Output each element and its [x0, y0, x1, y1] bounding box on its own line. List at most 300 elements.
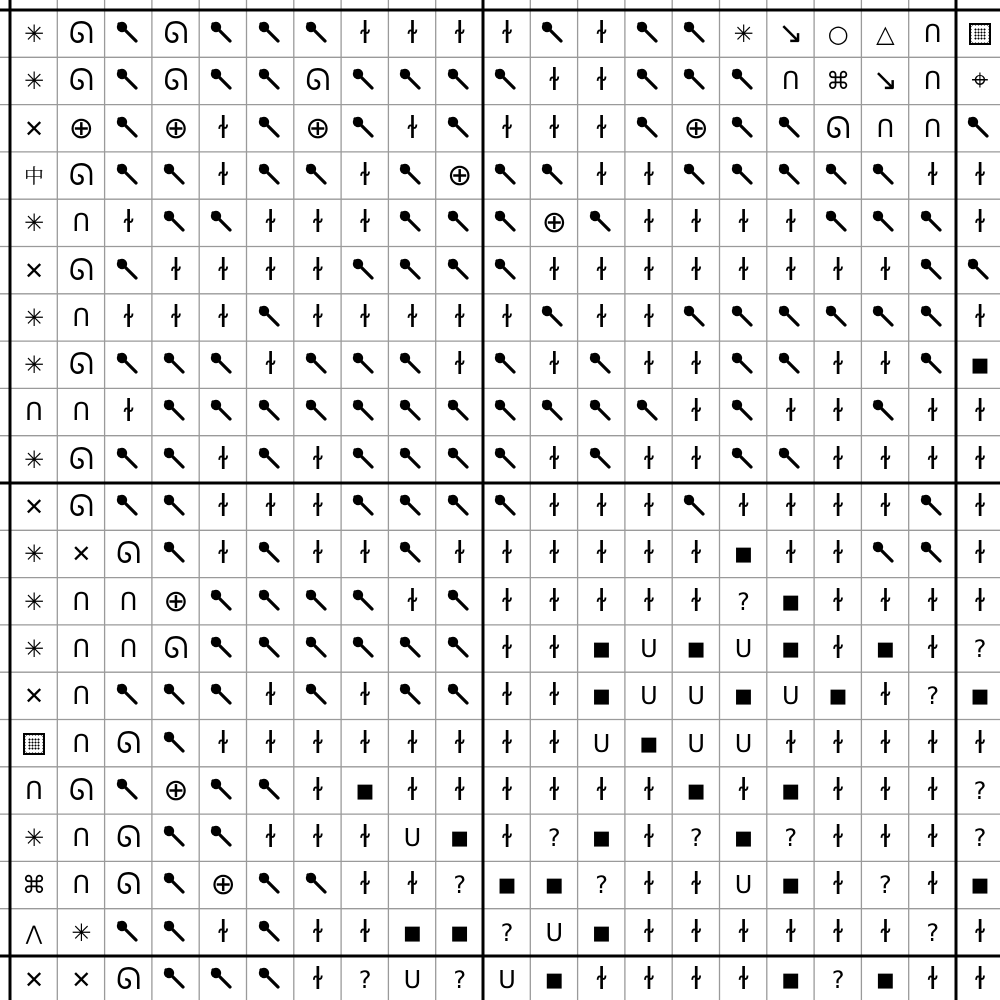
symbol-cell: ✳: [23, 587, 45, 616]
symbol-cell: ɫ: [879, 820, 892, 856]
symbol-pin-icon: [436, 625, 483, 672]
symbol-cell: ᑎ: [72, 729, 91, 758]
symbol-cell: ⊕: [163, 110, 189, 146]
symbol-cell: ɫ: [642, 820, 655, 856]
symbol-pin-icon: [815, 200, 862, 247]
symbol-cell: ɫ: [359, 16, 372, 51]
symbol-cell: ✳: [23, 20, 45, 48]
symbol-cell: ɫ: [501, 536, 513, 572]
symbol-cell: ɫ: [217, 441, 230, 477]
symbol-cell: ɫ: [737, 914, 750, 950]
symbol-pin-icon: [152, 531, 199, 578]
symbol-pin-icon: [436, 389, 483, 436]
symbol-cell: ɫ: [737, 962, 750, 997]
symbol-cell: ɫ: [642, 347, 655, 383]
symbol-cell: ɫ: [642, 583, 655, 619]
symbol-cell: ɫ: [548, 347, 561, 383]
symbol-cell: ?: [358, 966, 372, 994]
symbol-cell: ɫ: [926, 772, 939, 808]
symbol-cell: ɫ: [264, 489, 277, 524]
symbol-cell: ɫ: [879, 252, 892, 288]
symbol-cell: ɫ: [359, 867, 372, 903]
symbol-cell: ᑌ: [545, 918, 564, 947]
symbol-cell: ᑌ: [687, 682, 705, 711]
symbol-pin-icon: [294, 152, 341, 199]
symbol-cell: ɫ: [311, 725, 324, 761]
symbol-cell: ɫ: [264, 347, 277, 383]
symbol-cell: ɫ: [832, 394, 845, 430]
symbol-cell: ᑎ: [72, 634, 91, 663]
symbol-hatched-square-icon: [11, 720, 58, 767]
symbol-pin-icon: [484, 436, 531, 483]
symbol-cell: ɫ: [359, 536, 372, 572]
symbol-cell: ᑌ: [640, 682, 658, 711]
symbol-cell: ɫ: [926, 394, 939, 430]
symbol-pin-icon: [484, 247, 531, 294]
symbol-cell: ▪: [544, 867, 565, 903]
symbol-cell: 中: [24, 163, 44, 188]
symbol-cell: ⊕: [683, 110, 709, 146]
symbol-pin-icon: [909, 294, 956, 341]
symbol-cell: ?: [453, 871, 467, 900]
symbol-cell: ɫ: [406, 299, 419, 335]
symbol-cell: ɫ: [974, 914, 986, 950]
symbol-cell: ᘏ: [68, 63, 94, 99]
symbol-pin-icon: [105, 909, 152, 956]
symbol-cell: ✳: [23, 824, 45, 853]
symbol-cell: ɫ: [737, 489, 750, 524]
symbol-pin-icon: [767, 152, 814, 199]
symbol-cell: ⊕: [305, 110, 331, 146]
symbol-cell: ɫ: [122, 299, 135, 335]
symbol-cell: ɫ: [642, 772, 655, 808]
symbol-cell: ᘏ: [68, 489, 94, 524]
symbol-cell: ▪: [780, 583, 801, 619]
symbol-cell: ɫ: [737, 252, 750, 288]
symbol-cell: ᘏ: [116, 867, 142, 903]
symbol-cell: ?: [737, 587, 750, 616]
symbol-pin-icon: [484, 342, 531, 389]
symbol-pin-icon: [200, 578, 247, 625]
symbol-cell: ᘏ: [68, 16, 94, 51]
symbol-pin-icon: [625, 58, 672, 105]
symbol-cell: ɫ: [879, 583, 892, 619]
symbol-pin-icon: [152, 152, 199, 199]
symbol-cell: ɫ: [359, 157, 372, 193]
symbol-cell: ɫ: [548, 252, 561, 288]
symbol-cell: ɫ: [879, 725, 892, 761]
symbol-pin-icon: [152, 673, 199, 720]
symbol-cell: ɫ: [974, 536, 986, 572]
symbol-pin-icon: [294, 389, 341, 436]
symbol-cell: ⌖: [971, 63, 989, 99]
symbol-cell: ᘏ: [116, 962, 142, 997]
symbol-cell: ✳: [733, 20, 754, 48]
symbol-cell: ɫ: [690, 252, 703, 288]
symbol-cell: ᘏ: [163, 630, 189, 666]
symbol-pin-icon: [625, 105, 672, 152]
symbol-cell: ɫ: [217, 489, 230, 524]
symbol-cell: ɫ: [784, 394, 797, 430]
symbol-pin-icon: [389, 152, 436, 199]
symbol-pin-icon: [152, 720, 199, 767]
symbol-pin-icon: [247, 11, 294, 58]
symbol-cell: ᘏ: [68, 347, 94, 383]
symbol-pin-icon: [200, 200, 247, 247]
symbol-pin-icon: [436, 247, 483, 294]
symbol-pin-icon: [389, 531, 436, 578]
symbol-pin-icon: [389, 58, 436, 105]
symbol-cell: ✕: [71, 540, 92, 569]
symbol-pin-icon: [152, 200, 199, 247]
symbol-pin-icon: [247, 531, 294, 578]
symbol-pin-icon: [436, 436, 483, 483]
symbol-pin-icon: [200, 625, 247, 672]
symbol-pin-icon: [152, 957, 199, 1000]
symbol-cell: ɫ: [974, 489, 986, 524]
symbol-pin-icon: [152, 389, 199, 436]
symbol-cell: ▪: [780, 772, 801, 808]
symbol-cell: ɫ: [501, 725, 513, 761]
symbol-pin-icon: [342, 58, 389, 105]
symbol-cell: ɫ: [832, 725, 845, 761]
symbol-pin-icon: [673, 484, 720, 531]
symbol-cell: ɫ: [926, 441, 939, 477]
symbol-cell: ᘏ: [68, 252, 94, 288]
symbol-cell: ɫ: [406, 772, 419, 808]
symbol-cell: ✕: [23, 966, 45, 994]
symbol-cell: ɫ: [311, 489, 324, 524]
symbol-pin-icon: [436, 105, 483, 152]
symbol-pin-icon: [200, 767, 247, 814]
symbol-pin-icon: [389, 342, 436, 389]
symbol-pin-icon: [720, 436, 767, 483]
symbol-cell: ᑌ: [403, 966, 422, 994]
symbol-pin-icon: [436, 578, 483, 625]
symbol-cell: ɫ: [595, 489, 608, 524]
symbol-pin-icon: [389, 389, 436, 436]
symbol-pin-icon: [247, 436, 294, 483]
symbol-pin-icon: [247, 909, 294, 956]
symbol-pin-icon: [105, 342, 152, 389]
symbol-cell: ɫ: [406, 16, 419, 51]
symbol-pin-icon: [909, 200, 956, 247]
symbol-cell: ▪: [733, 820, 754, 856]
symbol-pin-icon: [200, 389, 247, 436]
symbol-pin-icon: [105, 58, 152, 105]
symbol-cell: ɫ: [642, 489, 655, 524]
symbol-pin-icon: [767, 436, 814, 483]
symbol-pin-icon: [673, 58, 720, 105]
symbol-cell: ▪: [827, 678, 849, 714]
symbol-pin-icon: [531, 11, 578, 58]
symbol-cell: ɫ: [784, 205, 797, 241]
symbol-pin-icon: [152, 342, 199, 389]
symbol-cell: ɫ: [642, 157, 655, 193]
symbol-pin-icon: [436, 58, 483, 105]
symbol-cell: ✕: [23, 114, 45, 143]
symbol-cell: ▪: [591, 630, 612, 666]
symbol-pin-icon: [247, 58, 294, 105]
symbol-cell: ✳: [23, 67, 45, 96]
symbol-pin-icon: [105, 105, 152, 152]
symbol-cell: ɫ: [690, 205, 703, 241]
symbol-cell: ⊕: [541, 205, 567, 241]
symbol-cell: ɫ: [926, 157, 939, 193]
symbol-cell: ?: [500, 918, 514, 947]
symbol-pin-icon: [909, 531, 956, 578]
symbol-cell: ✳: [23, 209, 45, 238]
symbol-cell: ?: [595, 871, 608, 900]
symbol-cell: ɫ: [974, 157, 986, 193]
symbol-pin-icon: [200, 342, 247, 389]
symbol-cell: ɫ: [548, 678, 561, 714]
symbol-pin-icon: [909, 342, 956, 389]
symbol-pin-icon: [294, 862, 341, 909]
symbol-pin-icon: [862, 531, 909, 578]
symbol-cell: ɫ: [595, 252, 608, 288]
symbol-cell: ɫ: [832, 583, 845, 619]
symbol-cell: ɫ: [169, 299, 182, 335]
symbol-pin-icon: [862, 389, 909, 436]
symbol-cell: ▪: [638, 725, 660, 761]
symbol-cell: ɫ: [784, 489, 797, 524]
symbol-pin-icon: [673, 11, 720, 58]
symbol-cell: ᑌ: [498, 966, 516, 994]
symbol-cell: ɫ: [501, 678, 513, 714]
symbol-pin-icon: [152, 862, 199, 909]
symbol-cell: ɫ: [311, 252, 324, 288]
symbol-cell: ɫ: [926, 583, 939, 619]
symbol-cell: ✳: [23, 540, 45, 569]
symbol-cell: ?: [973, 776, 987, 805]
symbol-cell: ɫ: [832, 914, 845, 950]
symbol-cell: ɫ: [595, 110, 608, 146]
symbol-cell: ɫ: [359, 205, 372, 241]
symbol-cell: ?: [879, 871, 892, 900]
symbol-pin-icon: [484, 200, 531, 247]
symbol-pin-icon: [342, 625, 389, 672]
symbol-pin-icon: [342, 436, 389, 483]
symbol-cell: ᑎ: [25, 398, 43, 427]
symbol-pin-icon: [578, 200, 625, 247]
symbol-cell: ᑌ: [734, 871, 753, 900]
symbol-cell: ɫ: [974, 583, 986, 619]
symbol-cell: ᑎ: [72, 824, 91, 853]
symbol-pin-icon: [105, 436, 152, 483]
symbol-cell: ▪: [496, 867, 518, 903]
symbol-cell: ɫ: [548, 536, 561, 572]
symbol-cell: ?: [973, 824, 987, 853]
symbol-cell: ɫ: [548, 630, 561, 666]
symbol-pin-icon: [389, 673, 436, 720]
symbol-cell: ɫ: [217, 725, 230, 761]
symbol-cell: ɫ: [832, 772, 845, 808]
symbol-cell: ɫ: [453, 299, 466, 335]
symbol-cell: ᑎ: [72, 209, 91, 238]
symbol-cell: ɫ: [926, 962, 939, 997]
symbol-pin-icon: [767, 105, 814, 152]
symbol-cell: ɫ: [217, 252, 230, 288]
symbol-pin-icon: [200, 11, 247, 58]
symbol-pin-icon: [342, 578, 389, 625]
symbol-cell: ᑎ: [782, 67, 800, 96]
symbol-pin-icon: [720, 389, 767, 436]
symbol-pin-icon: [105, 767, 152, 814]
symbol-pin-icon: [200, 957, 247, 1000]
symbol-cell: ▪: [875, 630, 896, 666]
symbol-cell: ɫ: [642, 962, 655, 997]
symbol-cell: ɫ: [264, 725, 277, 761]
symbol-cell: ɫ: [169, 252, 182, 288]
symbol-cell: ɫ: [595, 536, 608, 572]
symbol-cell: ɫ: [690, 394, 703, 430]
symbol-pin-icon: [720, 342, 767, 389]
symbol-hatched-square-icon: [957, 11, 1000, 58]
symbol-cell: ɫ: [311, 441, 324, 477]
symbol-pin-icon: [578, 389, 625, 436]
symbol-cell: ɫ: [974, 962, 986, 997]
symbol-cell: ᑎ: [119, 634, 138, 663]
symbol-pin-icon: [531, 389, 578, 436]
symbol-cell: ɫ: [642, 252, 655, 288]
symbol-cell: ɫ: [217, 536, 230, 572]
symbol-cell: ɫ: [311, 536, 324, 572]
symbol-cell: ɫ: [311, 962, 324, 997]
symbol-cell: ɫ: [595, 299, 608, 335]
symbol-cell: ᑎ: [876, 114, 895, 143]
symbol-cell: ⊕: [447, 157, 473, 193]
symbol-cell: ?: [453, 966, 467, 994]
symbol-cell: ✕: [23, 682, 45, 711]
symbol-cell: ⊕: [68, 110, 94, 146]
symbol-pin-icon: [105, 11, 152, 58]
symbol-pin-icon: [342, 105, 389, 152]
symbol-pin-icon: [484, 152, 531, 199]
symbol-pin-icon: [342, 484, 389, 531]
symbol-cell: ▪: [780, 962, 801, 997]
symbol-cell: ɫ: [926, 820, 939, 856]
symbol-cell: ɫ: [832, 820, 845, 856]
symbol-cell: ɫ: [784, 725, 797, 761]
symbol-pin-icon: [105, 247, 152, 294]
symbol-pin-icon: [720, 152, 767, 199]
symbol-cell: ɫ: [501, 820, 513, 856]
symbol-cell: ɫ: [879, 678, 892, 714]
symbol-cell: ᑎ: [72, 398, 91, 427]
symbol-pin-icon: [531, 294, 578, 341]
symbol-pin-icon: [625, 389, 672, 436]
symbol-pin-icon: [531, 152, 578, 199]
symbol-cell: ɫ: [548, 441, 561, 477]
symbol-cell: ✕: [71, 966, 92, 994]
symbol-pin-icon: [247, 294, 294, 341]
symbol-cell: ɫ: [832, 347, 845, 383]
symbol-cell: ɫ: [832, 441, 845, 477]
symbol-cell: ▪: [733, 536, 754, 572]
symbol-cell: ɫ: [264, 820, 277, 856]
symbol-cell: ✳: [23, 351, 45, 380]
symbol-pin-icon: [720, 58, 767, 105]
symbol-cell: ɫ: [879, 441, 892, 477]
symbol-pin-icon: [436, 200, 483, 247]
symbol-cell: ɫ: [974, 205, 986, 241]
symbol-cell: ɫ: [406, 867, 419, 903]
symbol-cell: ɫ: [311, 914, 324, 950]
symbol-cell: ɫ: [406, 110, 419, 146]
symbol-cell: ɫ: [974, 394, 986, 430]
symbol-pin-icon: [247, 767, 294, 814]
symbol-cell: ✳: [23, 634, 45, 663]
symbol-cell: ɫ: [642, 205, 655, 241]
symbol-cell: ᑎ: [923, 114, 942, 143]
symbol-pin-icon: [152, 484, 199, 531]
symbol-cell: ɫ: [359, 725, 372, 761]
symbol-cell: ▪: [969, 347, 991, 383]
symbol-cell: ɫ: [548, 583, 561, 619]
symbol-cell: ɫ: [595, 772, 608, 808]
symbol-cell: ɫ: [217, 157, 230, 193]
symbol-cell: ɫ: [453, 347, 466, 383]
symbol-cell: ▪: [969, 678, 991, 714]
symbol-cell: ɫ: [122, 205, 135, 241]
symbol-cell: ✳: [23, 303, 45, 332]
symbol-cell: ɫ: [832, 252, 845, 288]
symbol-pin-icon: [105, 673, 152, 720]
symbol-cell: ɫ: [784, 914, 797, 950]
symbol-pin-icon: [862, 294, 909, 341]
symbol-cell: ɫ: [217, 914, 230, 950]
symbol-cell: ᘏ: [116, 725, 142, 761]
symbol-cell: ▪: [544, 962, 565, 997]
symbol-pin-icon: [294, 625, 341, 672]
symbol-pin-icon: [294, 11, 341, 58]
symbol-cell: ✕: [23, 256, 45, 285]
symbol-cell: ↘: [872, 63, 898, 99]
symbol-pin-icon: [342, 247, 389, 294]
symbol-cell: ɫ: [501, 16, 513, 51]
symbol-cell: ᑎ: [25, 776, 43, 805]
symbol-cell: ɫ: [642, 299, 655, 335]
symbol-cell: ᑎ: [72, 682, 91, 711]
symbol-cell: ▪: [449, 914, 470, 950]
symbol-cell: ɫ: [879, 489, 892, 524]
symbol-pin-icon: [673, 152, 720, 199]
symbol-cell: ▪: [686, 772, 707, 808]
symbol-cell: ▪: [402, 914, 423, 950]
symbol-cell: ɫ: [832, 536, 845, 572]
symbol-cell: ɫ: [453, 16, 466, 51]
symbol-cell: ᑌ: [592, 729, 611, 758]
symbol-cell: ᑎ: [72, 587, 91, 616]
symbol-cell: ɫ: [642, 914, 655, 950]
symbol-cell: ᑎ: [119, 587, 138, 616]
symbol-pin-icon: [720, 294, 767, 341]
symbol-cell: ▪: [591, 914, 612, 950]
symbol-cell: ɫ: [690, 441, 703, 477]
symbol-cell: ɫ: [832, 867, 845, 903]
symbol-cell: ɫ: [217, 299, 230, 335]
symbol-pin-icon: [578, 342, 625, 389]
symbol-cell: ⊕: [163, 583, 189, 619]
symbol-pin-icon: [200, 673, 247, 720]
symbol-pin-icon: [436, 673, 483, 720]
symbol-cell: ⋀: [25, 920, 43, 945]
symbol-cell: ᑌ: [640, 634, 658, 663]
symbol-cell: ɫ: [501, 630, 513, 666]
symbol-cell: ?: [926, 682, 940, 711]
symbol-cell: ɫ: [642, 441, 655, 477]
